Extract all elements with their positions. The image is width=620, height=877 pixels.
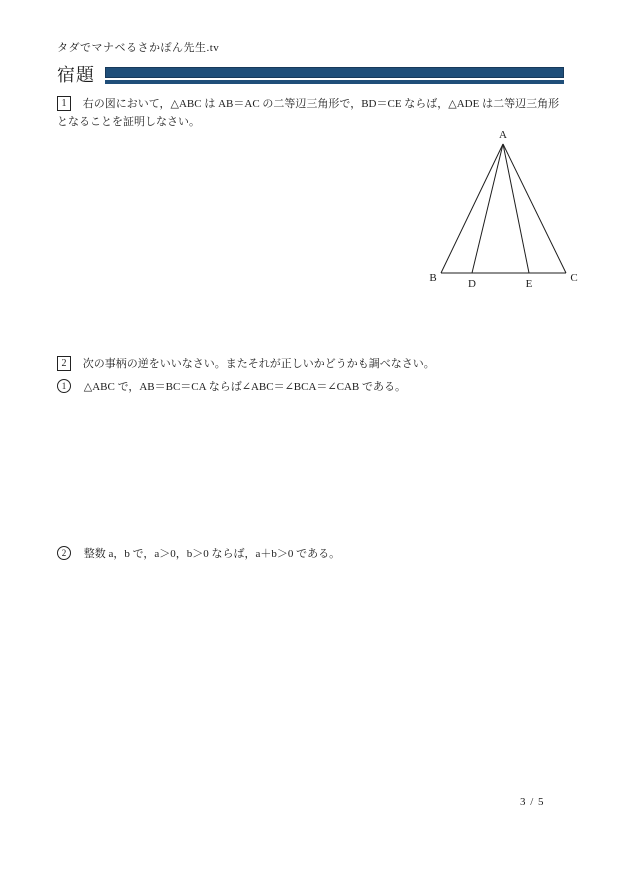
item-1-circled-number: 1 — [57, 379, 71, 393]
problem-1-text: 右の図において，△ABC は AB＝AC の二等辺三角形で，BD＝CE ならば，△ADE は二等辺三角形となることを証明しなさい。 — [57, 98, 560, 128]
item-2-text: 整数 a，b で，a＞0，b＞0 ならば，a＋b＞0 である。 — [83, 548, 341, 560]
figure-segment-ad — [472, 144, 503, 273]
problem-2-text: 次の事柄の逆をいいなさい。またそれが正しいかどうかも調べなさい。 — [82, 358, 435, 370]
figure-segment-ae — [503, 144, 529, 273]
title-bar-thin — [105, 80, 564, 84]
item-2-circled-number: 2 — [57, 546, 71, 560]
vertex-label-b: B — [429, 272, 437, 284]
problem-1-number-box: 1 — [57, 96, 71, 111]
figure-side-ab — [441, 144, 503, 273]
triangle-figure — [425, 123, 583, 295]
vertex-label-a: A — [499, 129, 507, 141]
vertex-label-e: E — [525, 278, 533, 290]
problem-2-item-1 — [57, 379, 569, 397]
figure-side-ac — [503, 144, 566, 273]
problem-2-item-2 — [57, 546, 569, 564]
problem-2-number-box: 2 — [57, 356, 71, 371]
site-name: タダでマナベるさかぽん先生.tv — [57, 42, 220, 54]
page-number: 3 / 5 — [520, 796, 545, 808]
page-title: 宿題 — [57, 65, 95, 85]
title-bar-thick — [105, 67, 564, 78]
problem-2 — [57, 356, 569, 374]
item-1-text: △ABC で，AB＝BC＝CA ならば∠ABC＝∠BCA＝∠CAB である。 — [83, 381, 406, 393]
vertex-label-d: D — [468, 278, 476, 290]
vertex-label-c: C — [570, 272, 578, 284]
